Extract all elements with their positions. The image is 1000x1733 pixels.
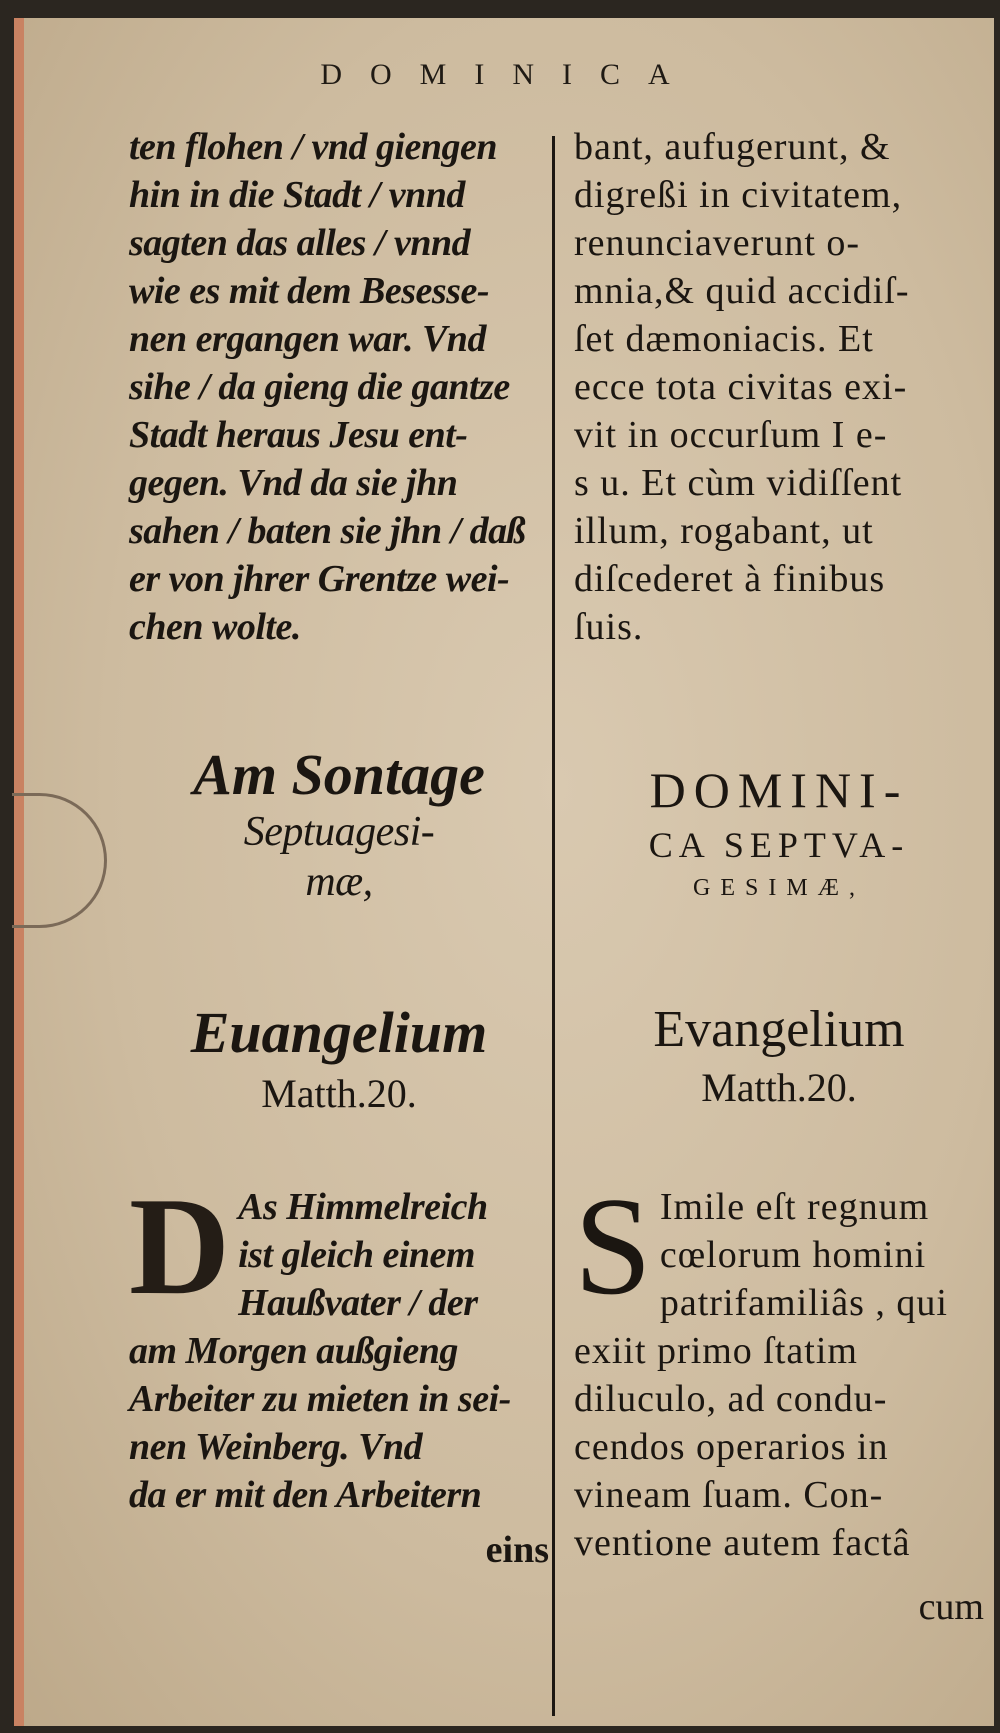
latin-sunday-title: DOMINI- (649, 762, 909, 818)
latin-sunday-heading (574, 758, 984, 908)
german-sunday-subtitle: Septuagesi- mæ, (243, 809, 435, 905)
german-gospel-heading-block (129, 998, 549, 1120)
german-sunday-heading (129, 743, 549, 907)
page-clip (12, 793, 107, 928)
latin-gospel (574, 1169, 984, 1567)
latin-sunday-subtitle: CA SEPTVA- (648, 825, 910, 865)
latin-catchword: cum (918, 1586, 984, 1628)
running-head: DOMINICA (320, 58, 698, 91)
book-page (14, 18, 994, 1726)
german-sunday-title: Am Sontage (193, 742, 485, 807)
latin-gospel-reference: Matth.20. (701, 1065, 857, 1110)
latin-continuation (574, 123, 984, 651)
german-dropcap: D (129, 1169, 231, 1324)
latin-gospel-heading-block (574, 998, 984, 1114)
latin-dropcap: S (574, 1169, 652, 1324)
latin-gospel-heading: Evangelium (653, 1001, 905, 1058)
german-continuation (129, 123, 549, 651)
column-divider (552, 136, 555, 1716)
latin-continuation-text: bant, aufugerunt, & digreßi in civitatem, renunciaverunt o- mnia,& quid accidiſ- ſet dæmoniacis. Et ecce tota civitas exi- vit in occurſum I e- s u. Et cùm vidiſſent illum, rogabant, ut diſcederet à finibus ſuis. (574, 126, 910, 648)
german-gospel-text: As Himmelreich ist gleich einem Haußvater / der am Morgen außgieng Arbeiter zu mieten in sei- nen Weinberg. Vnd da er mit den Arbeitern (129, 1186, 511, 1516)
german-gospel-heading: Euangelium (190, 1000, 488, 1065)
german-gospel-reference: Matth.20. (261, 1071, 417, 1116)
german-catchword: eins (485, 1529, 549, 1571)
german-gospel (129, 1169, 549, 1519)
german-continuation-text: ten flohen / vnd giengen hin in die Stadt / vnnd sagten das alles / vnnd wie es mit dem Besesse- nen ergangen war. Vnd sihe / da gieng die gantze Stadt heraus Jesu ent- gegen. Vnd da sie jhn sahen / baten sie jhn / daß er von jhrer Grentze wei- chen wolte. (129, 126, 526, 648)
latin-gospel-text: Imile eſt regnum cœlorum homini patrifamiliâs , qui exiit primo ſtatim diluculo, ad condu- cendos operarios in vineam ſuam. Con- ventione autem factâ (574, 1186, 948, 1564)
latin-sunday-subtitle-2: GESIMÆ, (692, 875, 865, 901)
